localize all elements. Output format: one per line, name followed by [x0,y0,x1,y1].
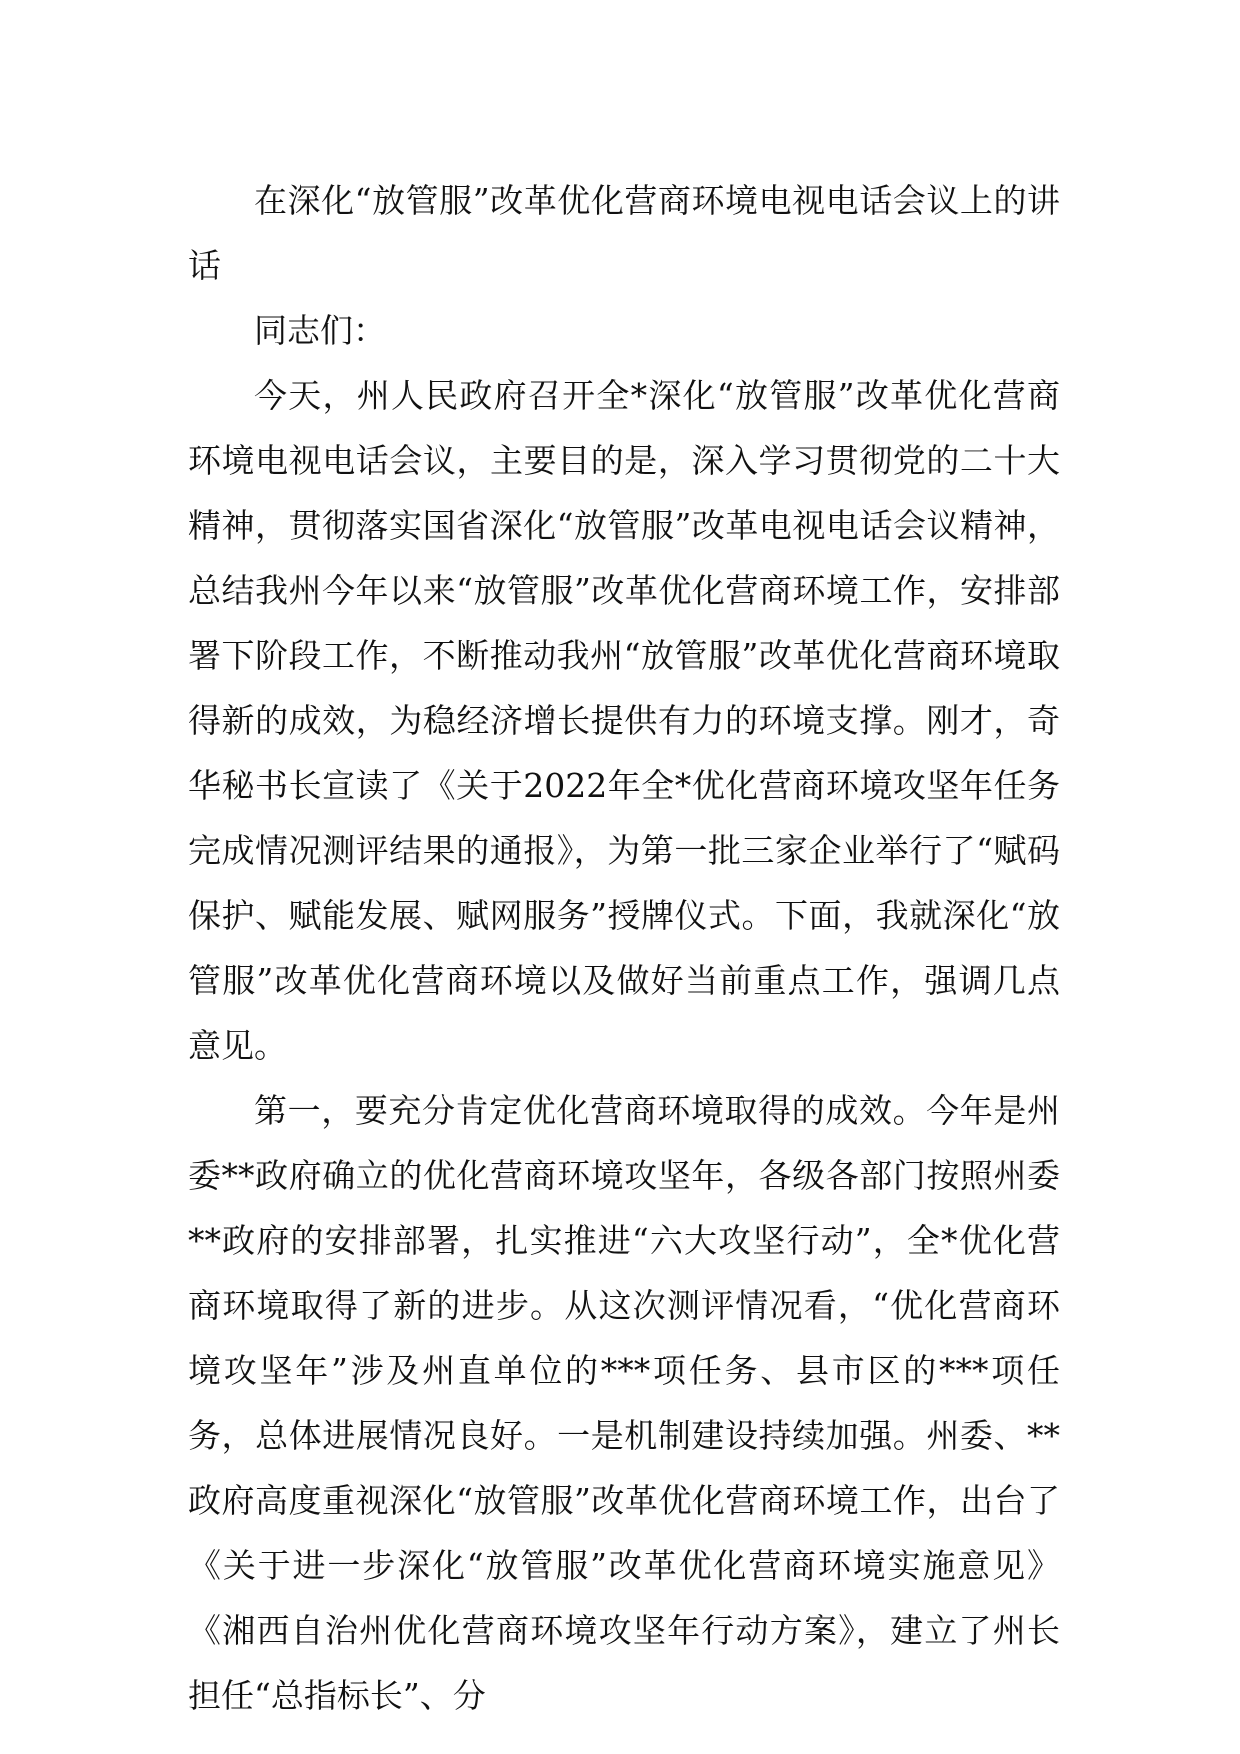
document-body [188,168,1060,1728]
document-title: 在深化“放管服”改革优化营商环境电视电话会议上的讲话 [188,181,1060,285]
salutation: 同志们： [254,311,386,350]
body-paragraph-1: 今天，州人民政府召开全*深化“放管服”改革优化营商环境电视电话会议，主要目的是，深入学习贯彻党的二十大精神，贯彻落实国省深化“放管服”改革电视电话会议精神，总结我州今年以来“放管服”改革优化营商环境工作，安排部署下阶段工作，不断推动我州“放管服”改革优化营商环境取得新的成效，为稳经济增长提供有力的环境支撑。刚才，奇华秘书长宣读了《关于2022年全*优化营商环境攻坚年任务完成情况测评结果的通报》，为第一批三家企业举行了“赋码保护、赋能发展、赋网服务”授牌仪式。下面，我就深化“放管服”改革优化营商环境以及做好当前重点工作，强调几点意见。 [188,376,1060,1065]
body-paragraph-2: 第一，要充分肯定优化营商环境取得的成效。今年是州委**政府确立的优化营商环境攻坚年，各级各部门按照州委**政府的安排部署，扎实推进“六大攻坚行动”，全*优化营商环境取得了新的进步。从这次测评情况看，“优化营商环境攻坚年”涉及州直单位的***项任务、县市区的***项任务，总体进展情况良好。一是机制建设持续加强。州委、**政府高度重视深化“放管服”改革优化营商环境工作，出台了《关于进一步深化“放管服”改革优化营商环境实施意见》《湘西自治州优化营商环境攻坚年行动方案》，建立了州长担任“总指标长”、分 [188,1091,1060,1715]
